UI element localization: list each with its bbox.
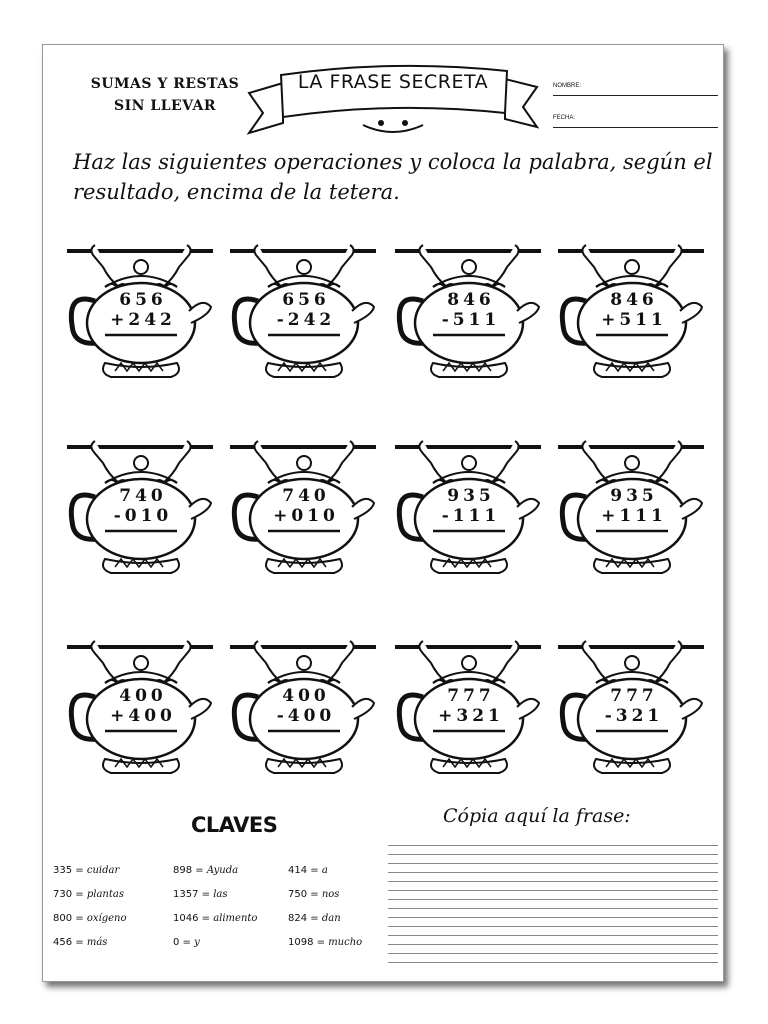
clave-number: 800 <box>53 913 73 924</box>
clave-number: 750 <box>288 889 308 900</box>
writing-line[interactable] <box>388 926 718 927</box>
claves-title: CLAVES <box>191 813 278 837</box>
clave-word: las <box>213 889 228 900</box>
clave-entry <box>288 937 362 948</box>
writing-line[interactable] <box>388 953 718 954</box>
clave-word: dan <box>321 913 341 924</box>
equals-sign: = <box>307 913 322 924</box>
subject-line-2: SIN LLEVAR <box>114 98 216 114</box>
operation-bottom-number: -511 <box>441 310 501 330</box>
clave-number: 1357 <box>173 889 199 900</box>
clave-number: 824 <box>288 913 308 924</box>
operation-top-number: 935 <box>447 486 495 506</box>
clave-entry <box>173 889 228 900</box>
teapot-operation <box>65 437 215 597</box>
operation-bottom-number: -321 <box>604 706 664 726</box>
clave-word: Ayuda <box>206 865 239 876</box>
clave-word: más <box>86 937 108 948</box>
clave-word: mucho <box>328 937 363 948</box>
clave-entry <box>288 889 339 900</box>
operation-top-number: 400 <box>282 686 330 706</box>
writing-line[interactable] <box>388 872 718 873</box>
operation-bottom-number: -242 <box>276 310 336 330</box>
writing-line[interactable] <box>388 908 718 909</box>
subject-line-1: SUMAS Y RESTAS <box>90 76 240 92</box>
writing-line[interactable] <box>388 899 718 900</box>
title-banner <box>243 53 543 143</box>
clave-number: 730 <box>53 889 73 900</box>
clave-entry <box>288 913 341 924</box>
operation-bottom-number: +511 <box>601 310 667 330</box>
teapot-operation <box>556 637 706 797</box>
teapot-operation <box>65 241 215 401</box>
writing-line[interactable] <box>388 863 718 864</box>
writing-line[interactable] <box>388 944 718 945</box>
equals-sign: = <box>72 913 87 924</box>
name-field[interactable] <box>553 83 718 96</box>
operation-top-number: 656 <box>282 290 330 310</box>
teapot-operation <box>65 637 215 797</box>
writing-line[interactable] <box>388 917 718 918</box>
writing-line[interactable] <box>388 890 718 891</box>
clave-entry <box>53 889 124 900</box>
equals-sign: = <box>72 937 87 948</box>
teapot-operation <box>393 241 543 401</box>
clave-entry <box>173 937 200 948</box>
teapot-operation <box>228 437 378 597</box>
clave-word: a <box>321 865 328 876</box>
clave-number: 335 <box>53 865 73 876</box>
worksheet <box>42 44 724 982</box>
operation-top-number: 846 <box>610 290 658 310</box>
clave-number: 414 <box>288 865 308 876</box>
operation-bottom-number: +321 <box>438 706 504 726</box>
operation-top-number: 400 <box>119 686 167 706</box>
operation-bottom-number: +242 <box>110 310 176 330</box>
copy-title: Cópia aquí la frase: <box>443 805 631 827</box>
operation-top-number: 846 <box>447 290 495 310</box>
writing-line[interactable] <box>388 845 718 846</box>
clave-entry <box>288 865 328 876</box>
teapot-operation <box>228 637 378 797</box>
writing-line[interactable] <box>388 935 718 936</box>
equals-sign: = <box>72 889 87 900</box>
teapot-operation <box>393 437 543 597</box>
operation-top-number: 777 <box>447 686 495 706</box>
teapot-operation <box>556 241 706 401</box>
instruction-text: Haz las siguientes operaciones y coloca la palabra, según el resultado, encima de la tetera. <box>73 150 713 204</box>
operation-top-number: 935 <box>610 486 658 506</box>
operation-bottom-number: -400 <box>276 706 336 726</box>
clave-word: nos <box>321 889 340 900</box>
clave-word: cuidar <box>86 865 120 876</box>
writing-line[interactable] <box>388 962 718 963</box>
clave-number: 1046 <box>173 913 199 924</box>
clave-entry <box>53 913 126 924</box>
clave-word: alimento <box>213 913 258 924</box>
operation-bottom-number: -111 <box>441 506 501 526</box>
date-field[interactable] <box>553 115 718 128</box>
clave-entry <box>173 913 257 924</box>
clave-number: 898 <box>173 865 193 876</box>
equals-sign: = <box>307 889 322 900</box>
equals-sign: = <box>198 889 214 900</box>
clave-entry <box>173 865 238 876</box>
equals-sign: = <box>313 937 329 948</box>
banner-title: LA FRASE SECRETA <box>297 71 489 93</box>
equals-sign: = <box>192 865 207 876</box>
clave-word: plantas <box>86 889 124 900</box>
operation-top-number: 656 <box>119 290 167 310</box>
equals-sign: = <box>179 937 195 948</box>
clave-entry <box>53 937 107 948</box>
equals-sign: = <box>72 865 87 876</box>
worksheet-subject <box>65 73 265 117</box>
name-label: NOMBRE: <box>553 83 582 89</box>
operation-top-number: 740 <box>282 486 330 506</box>
clave-word: oxígeno <box>86 913 127 924</box>
clave-number: 0 <box>173 937 180 948</box>
date-label: FECHA: <box>553 115 576 121</box>
operation-bottom-number: +111 <box>601 506 667 526</box>
teapot-operation <box>228 241 378 401</box>
writing-line[interactable] <box>388 881 718 882</box>
operation-bottom-number: -010 <box>113 506 173 526</box>
clave-word: y <box>194 937 200 948</box>
operation-bottom-number: +400 <box>110 706 176 726</box>
banner-ribbon-icon <box>243 53 543 143</box>
clave-number: 1098 <box>288 937 314 948</box>
teapot-operation <box>556 437 706 597</box>
operation-bottom-number: +010 <box>273 506 339 526</box>
equals-sign: = <box>198 913 214 924</box>
writing-line[interactable] <box>388 854 718 855</box>
clave-entry <box>53 865 119 876</box>
clave-number: 456 <box>53 937 73 948</box>
operation-top-number: 740 <box>119 486 167 506</box>
teapot-operation <box>393 637 543 797</box>
equals-sign: = <box>307 865 322 876</box>
operation-top-number: 777 <box>610 686 658 706</box>
